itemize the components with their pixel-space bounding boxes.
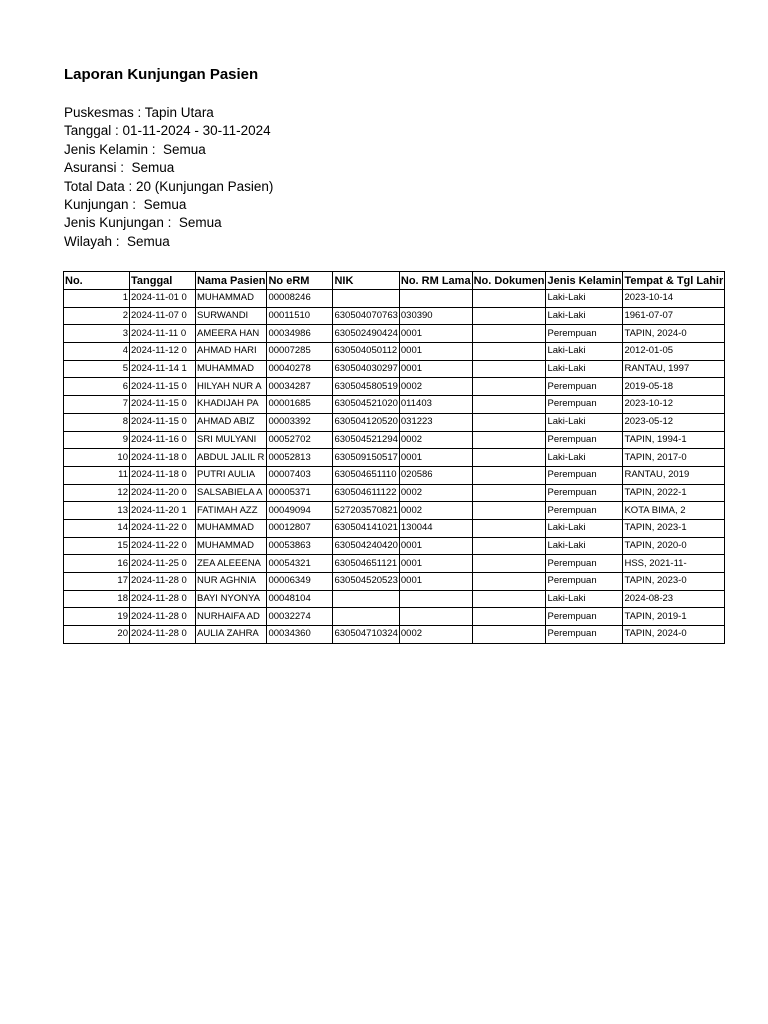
cell-no-erm: 00012807: [267, 519, 333, 537]
cell-jenis-kelamin: Perempuan: [546, 608, 623, 626]
cell-jenis-kelamin: Laki-Laki: [546, 590, 623, 608]
table-row: [64, 360, 725, 378]
cell-no: 9: [64, 431, 130, 449]
cell-no-erm: 00052813: [267, 449, 333, 467]
cell-nik: 630504580519: [333, 378, 399, 396]
cell-nik: [333, 608, 399, 626]
cell-no: 7: [64, 396, 130, 414]
cell-no: 5: [64, 360, 130, 378]
cell-nik: 630504070763: [333, 307, 399, 325]
table-row: [64, 449, 725, 467]
cell-no-erm: 00034986: [267, 325, 333, 343]
cell-tempat-tgl-lahir: TAPIN, 2023-0: [623, 573, 725, 591]
cell-nik: 630504521294: [333, 431, 399, 449]
cell-no: 15: [64, 537, 130, 555]
cell-tanggal: 2024-11-18 0: [130, 466, 196, 484]
cell-nama-pasien: NURHAIFA AD: [196, 608, 267, 626]
cell-tempat-tgl-lahir: TAPIN, 2023-1: [623, 519, 725, 537]
cell-no: 1: [64, 290, 130, 308]
header-no-rm-lama: No. RM Lama: [399, 272, 472, 290]
cell-no-dokumen: [472, 608, 546, 626]
cell-no-erm: 00040278: [267, 360, 333, 378]
table-row: [64, 555, 725, 573]
cell-tanggal: 2024-11-15 0: [130, 413, 196, 431]
cell-tempat-tgl-lahir: 2024-08-23: [623, 590, 725, 608]
cell-jenis-kelamin: Laki-Laki: [546, 449, 623, 467]
cell-nik: [333, 290, 399, 308]
cell-jenis-kelamin: Perempuan: [546, 573, 623, 591]
cell-no-erm: 00006349: [267, 573, 333, 591]
cell-no: 20: [64, 626, 130, 644]
cell-tempat-tgl-lahir: KOTA BIMA, 2: [623, 502, 725, 520]
cell-no-rm-lama: 0002: [399, 484, 472, 502]
cell-nama-pasien: AHMAD ABIZ: [196, 413, 267, 431]
table-row: [64, 608, 725, 626]
cell-tanggal: 2024-11-22 0: [130, 537, 196, 555]
cell-no-erm: 00005371: [267, 484, 333, 502]
cell-tanggal: 2024-11-28 0: [130, 608, 196, 626]
cell-nik: 630502490424: [333, 325, 399, 343]
cell-tanggal: 2024-11-28 0: [130, 626, 196, 644]
cell-no-rm-lama: 0002: [399, 431, 472, 449]
cell-tanggal: 2024-11-22 0: [130, 519, 196, 537]
cell-nama-pasien: MUHAMMAD: [196, 360, 267, 378]
cell-no: 12: [64, 484, 130, 502]
header-nik: NIK: [333, 272, 399, 290]
cell-jenis-kelamin: Laki-Laki: [546, 307, 623, 325]
cell-no-dokumen: [472, 590, 546, 608]
cell-nama-pasien: ZEA ALEEENA: [196, 555, 267, 573]
cell-no-dokumen: [472, 573, 546, 591]
cell-no-rm-lama: 011403: [399, 396, 472, 414]
cell-no-rm-lama: 0002: [399, 502, 472, 520]
cell-no: 11: [64, 466, 130, 484]
cell-nama-pasien: AHMAD HARI: [196, 343, 267, 361]
table-row: [64, 396, 725, 414]
cell-tempat-tgl-lahir: 2012-01-05: [623, 343, 725, 361]
cell-tempat-tgl-lahir: TAPIN, 2019-1: [623, 608, 725, 626]
table-row: [64, 343, 725, 361]
cell-tanggal: 2024-11-15 0: [130, 378, 196, 396]
cell-jenis-kelamin: Perempuan: [546, 484, 623, 502]
cell-tanggal: 2024-11-15 0: [130, 396, 196, 414]
cell-nik: 630504520523: [333, 573, 399, 591]
table-row: [64, 466, 725, 484]
cell-nama-pasien: SURWANDI: [196, 307, 267, 325]
cell-no-dokumen: [472, 307, 546, 325]
meta-jenis-kelamin: Jenis Kelamin : Semua: [64, 141, 206, 157]
cell-no-dokumen: [472, 555, 546, 573]
cell-no-dokumen: [472, 360, 546, 378]
cell-no-erm: 00053863: [267, 537, 333, 555]
cell-nama-pasien: SRI MULYANI: [196, 431, 267, 449]
cell-nik: 630504120520: [333, 413, 399, 431]
table-row: [64, 484, 725, 502]
cell-nik: 630509150517: [333, 449, 399, 467]
meta-wilayah: Wilayah : Semua: [64, 233, 170, 249]
cell-no: 6: [64, 378, 130, 396]
cell-no-erm: 00003392: [267, 413, 333, 431]
cell-no: 8: [64, 413, 130, 431]
cell-no: 3: [64, 325, 130, 343]
cell-nik: 630504651110: [333, 466, 399, 484]
table-row: [64, 378, 725, 396]
cell-no-dokumen: [472, 325, 546, 343]
cell-nama-pasien: SALSABIELA A: [196, 484, 267, 502]
meta-asuransi: Asuransi : Semua: [64, 160, 175, 176]
table-row: [64, 537, 725, 555]
table-row: [64, 502, 725, 520]
cell-no-rm-lama: 0001: [399, 360, 472, 378]
cell-no-rm-lama: 0001: [399, 449, 472, 467]
cell-tanggal: 2024-11-20 0: [130, 484, 196, 502]
cell-nik: 630504651121: [333, 555, 399, 573]
cell-no-dokumen: [472, 290, 546, 308]
header-nama-pasien: Nama Pasien: [196, 272, 267, 290]
cell-tempat-tgl-lahir: TAPIN, 2017-0: [623, 449, 725, 467]
header-tanggal: Tanggal: [130, 272, 196, 290]
cell-nama-pasien: FATIMAH AZZ: [196, 502, 267, 520]
cell-no-erm: 00034360: [267, 626, 333, 644]
cell-jenis-kelamin: Laki-Laki: [546, 360, 623, 378]
cell-no-dokumen: [472, 626, 546, 644]
cell-no-rm-lama: 030390: [399, 307, 472, 325]
cell-nik: 630504521020: [333, 396, 399, 414]
cell-jenis-kelamin: Perempuan: [546, 396, 623, 414]
cell-nama-pasien: MUHAMMAD: [196, 290, 267, 308]
cell-nik: [333, 590, 399, 608]
cell-no: 19: [64, 608, 130, 626]
cell-nik: 630504030297: [333, 360, 399, 378]
cell-nama-pasien: NUR AGHNIA: [196, 573, 267, 591]
cell-no-erm: 00034287: [267, 378, 333, 396]
cell-jenis-kelamin: Perempuan: [546, 626, 623, 644]
cell-tempat-tgl-lahir: 1961-07-07: [623, 307, 725, 325]
cell-jenis-kelamin: Laki-Laki: [546, 519, 623, 537]
cell-no-dokumen: [472, 502, 546, 520]
cell-nama-pasien: PUTRI AULIA: [196, 466, 267, 484]
meta-kunjungan: Kunjungan : Semua: [64, 196, 187, 212]
cell-tempat-tgl-lahir: HSS, 2021-11-: [623, 555, 725, 573]
cell-nik: 630504240420: [333, 537, 399, 555]
cell-tempat-tgl-lahir: TAPIN, 1994-1: [623, 431, 725, 449]
cell-no-rm-lama: 0001: [399, 573, 472, 591]
cell-no-dokumen: [472, 449, 546, 467]
cell-no-dokumen: [472, 431, 546, 449]
cell-tanggal: 2024-11-25 0: [130, 555, 196, 573]
cell-no-erm: 00007285: [267, 343, 333, 361]
cell-tanggal: 2024-11-28 0: [130, 590, 196, 608]
cell-no-dokumen: [472, 537, 546, 555]
cell-tempat-tgl-lahir: TAPIN, 2020-0: [623, 537, 725, 555]
cell-tempat-tgl-lahir: TAPIN, 2022-1: [623, 484, 725, 502]
cell-no-rm-lama: 0001: [399, 537, 472, 555]
cell-no-erm: 00048104: [267, 590, 333, 608]
cell-no-erm: 00054321: [267, 555, 333, 573]
table-body: [64, 290, 725, 644]
cell-tempat-tgl-lahir: 2019-05-18: [623, 378, 725, 396]
cell-tanggal: 2024-11-01 0: [130, 290, 196, 308]
cell-no: 4: [64, 343, 130, 361]
cell-tanggal: 2024-11-28 0: [130, 573, 196, 591]
cell-nama-pasien: BAYI NYONYA: [196, 590, 267, 608]
header-no-erm: No eRM: [267, 272, 333, 290]
header-tempat-tgl-lahir: Tempat & Tgl Lahir: [623, 272, 725, 290]
cell-no-rm-lama: [399, 608, 472, 626]
report-title: Laporan Kunjungan Pasien: [64, 66, 259, 83]
meta-puskesmas: Puskesmas : Tapin Utara: [64, 105, 214, 120]
cell-no: 2: [64, 307, 130, 325]
header-jenis-kelamin: Jenis Kelamin: [546, 272, 623, 290]
cell-nama-pasien: MUHAMMAD: [196, 537, 267, 555]
table-header-row: [64, 272, 725, 290]
cell-jenis-kelamin: Laki-Laki: [546, 537, 623, 555]
cell-no-dokumen: [472, 413, 546, 431]
visit-table: [63, 271, 725, 644]
table-row: [64, 413, 725, 431]
cell-jenis-kelamin: Perempuan: [546, 555, 623, 573]
cell-no-erm: 00052702: [267, 431, 333, 449]
table-row: [64, 590, 725, 608]
cell-tanggal: 2024-11-12 0: [130, 343, 196, 361]
cell-nik: 527203570821: [333, 502, 399, 520]
cell-no-erm: 00032274: [267, 608, 333, 626]
table-row: [64, 519, 725, 537]
cell-jenis-kelamin: Perempuan: [546, 325, 623, 343]
cell-no-erm: 00008246: [267, 290, 333, 308]
meta-total-data: Total Data : 20 (Kunjungan Pasien): [64, 178, 274, 194]
table-row: [64, 573, 725, 591]
cell-no-erm: 00001685: [267, 396, 333, 414]
cell-no-dokumen: [472, 484, 546, 502]
cell-tanggal: 2024-11-20 1: [130, 502, 196, 520]
cell-no-rm-lama: 0001: [399, 325, 472, 343]
cell-no-rm-lama: 0002: [399, 378, 472, 396]
cell-no-rm-lama: 0002: [399, 626, 472, 644]
cell-no: 13: [64, 502, 130, 520]
table-row: [64, 307, 725, 325]
cell-nama-pasien: AULIA ZAHRA: [196, 626, 267, 644]
cell-no-rm-lama: [399, 290, 472, 308]
cell-tempat-tgl-lahir: RANTAU, 2019: [623, 466, 725, 484]
cell-no-rm-lama: 020586: [399, 466, 472, 484]
header-no-dokumen: No. Dokumen: [472, 272, 546, 290]
cell-no: 18: [64, 590, 130, 608]
cell-jenis-kelamin: Laki-Laki: [546, 413, 623, 431]
meta-tanggal: Tanggal : 01-11-2024 - 30-11-2024: [64, 123, 271, 139]
cell-tempat-tgl-lahir: TAPIN, 2024-0: [623, 325, 725, 343]
meta-jenis-kunjungan: Jenis Kunjungan : Semua: [64, 215, 222, 231]
cell-tanggal: 2024-11-07 0: [130, 307, 196, 325]
table-row: [64, 290, 725, 308]
cell-nama-pasien: MUHAMMAD: [196, 519, 267, 537]
cell-jenis-kelamin: Laki-Laki: [546, 343, 623, 361]
cell-nama-pasien: ABDUL JALIL R: [196, 449, 267, 467]
cell-no: 16: [64, 555, 130, 573]
cell-no-dokumen: [472, 466, 546, 484]
cell-nama-pasien: KHADIJAH PA: [196, 396, 267, 414]
cell-tanggal: 2024-11-16 0: [130, 431, 196, 449]
cell-no-erm: 00011510: [267, 307, 333, 325]
table-row: [64, 325, 725, 343]
cell-nik: 630504611122: [333, 484, 399, 502]
cell-no-dokumen: [472, 343, 546, 361]
cell-jenis-kelamin: Laki-Laki: [546, 290, 623, 308]
cell-nama-pasien: HILYAH NUR A: [196, 378, 267, 396]
cell-no-dokumen: [472, 519, 546, 537]
table-row: [64, 626, 725, 644]
cell-no: 10: [64, 449, 130, 467]
cell-jenis-kelamin: Perempuan: [546, 378, 623, 396]
cell-jenis-kelamin: Perempuan: [546, 431, 623, 449]
cell-tanggal: 2024-11-11 0: [130, 325, 196, 343]
table-row: [64, 431, 725, 449]
cell-tempat-tgl-lahir: 2023-10-12: [623, 396, 725, 414]
cell-no-dokumen: [472, 378, 546, 396]
cell-nik: 630504050112: [333, 343, 399, 361]
cell-no-erm: 00049094: [267, 502, 333, 520]
cell-no-rm-lama: 0001: [399, 555, 472, 573]
cell-no-rm-lama: 130044: [399, 519, 472, 537]
cell-tanggal: 2024-11-18 0: [130, 449, 196, 467]
cell-no-dokumen: [472, 396, 546, 414]
cell-tempat-tgl-lahir: 2023-05-12: [623, 413, 725, 431]
cell-no: 17: [64, 573, 130, 591]
report-metadata: [64, 104, 273, 251]
cell-no: 14: [64, 519, 130, 537]
cell-tempat-tgl-lahir: TAPIN, 2024-0: [623, 626, 725, 644]
cell-tempat-tgl-lahir: 2023-10-14: [623, 290, 725, 308]
cell-no-rm-lama: 031223: [399, 413, 472, 431]
cell-no-rm-lama: 0001: [399, 343, 472, 361]
cell-nama-pasien: AMEERA HAN: [196, 325, 267, 343]
cell-nik: 630504141021: [333, 519, 399, 537]
cell-jenis-kelamin: Perempuan: [546, 502, 623, 520]
header-no: No.: [64, 272, 130, 290]
cell-nik: 630504710324: [333, 626, 399, 644]
cell-no-erm: 00007403: [267, 466, 333, 484]
cell-jenis-kelamin: Perempuan: [546, 466, 623, 484]
cell-tanggal: 2024-11-14 1: [130, 360, 196, 378]
cell-no-rm-lama: [399, 590, 472, 608]
cell-tempat-tgl-lahir: RANTAU, 1997: [623, 360, 725, 378]
